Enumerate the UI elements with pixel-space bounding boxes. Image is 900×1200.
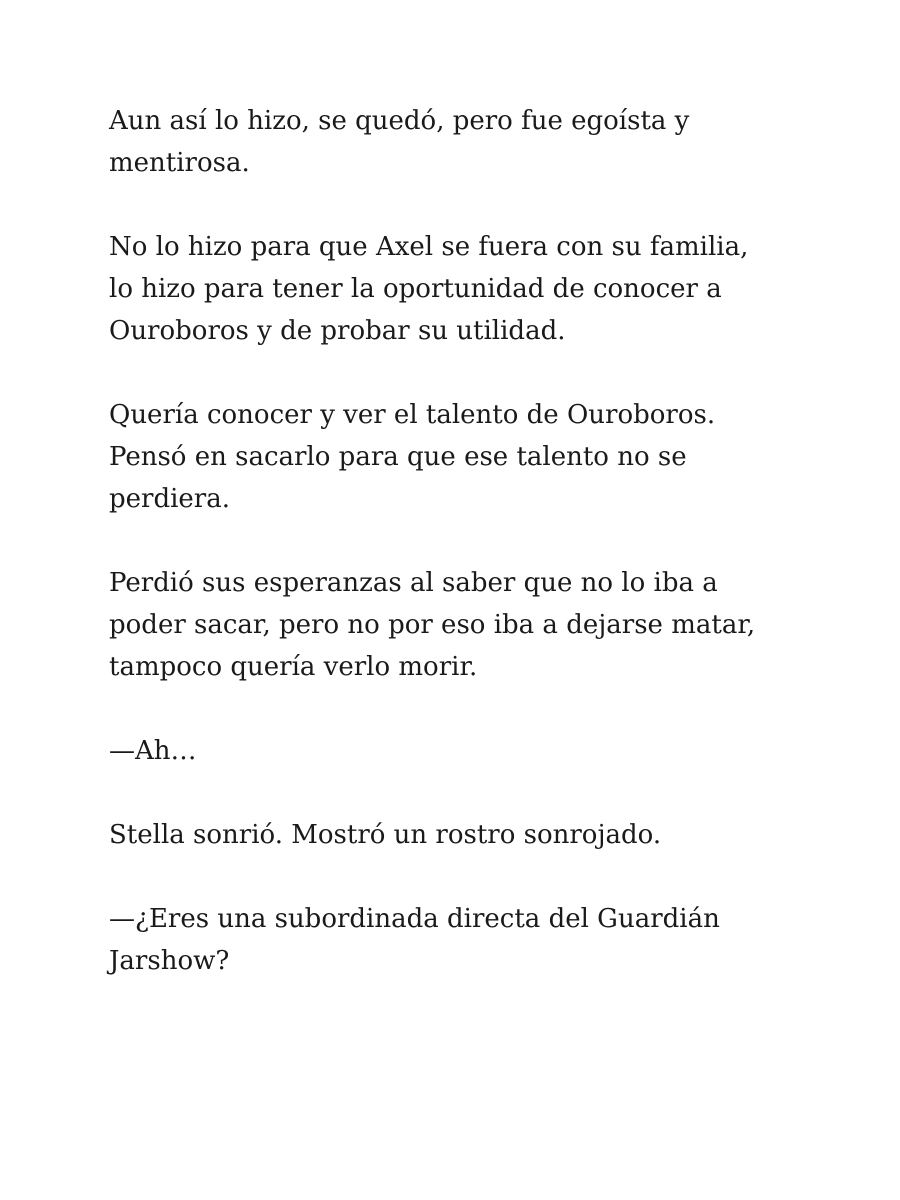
dialogue-line-2: —¿Eres una subordinada directa del Guardián Jarshow? <box>109 904 720 976</box>
paragraph-1: Aun así lo hizo, se quedó, pero fue egoísta y mentirosa. <box>109 106 690 178</box>
document-body <box>109 100 789 1024</box>
dialogue-line-1: —Ah… <box>109 736 197 766</box>
paragraph-2: No lo hizo para que Axel se fuera con su familia, lo hizo para tener la oportunidad de conocer a Ouroboros y de probar su utilidad. <box>109 232 749 346</box>
paragraph-5: Stella sonrió. Mostró un rostro sonrojado. <box>109 820 662 850</box>
paragraph-3: Quería conocer y ver el talento de Ouroboros. Pensó en sacarlo para que ese talento no se perdiera. <box>109 400 716 514</box>
paragraph-4: Perdió sus esperanzas al saber que no lo iba a poder sacar, pero no por eso iba a dejarse matar, tampoco quería verlo morir. <box>109 568 756 682</box>
